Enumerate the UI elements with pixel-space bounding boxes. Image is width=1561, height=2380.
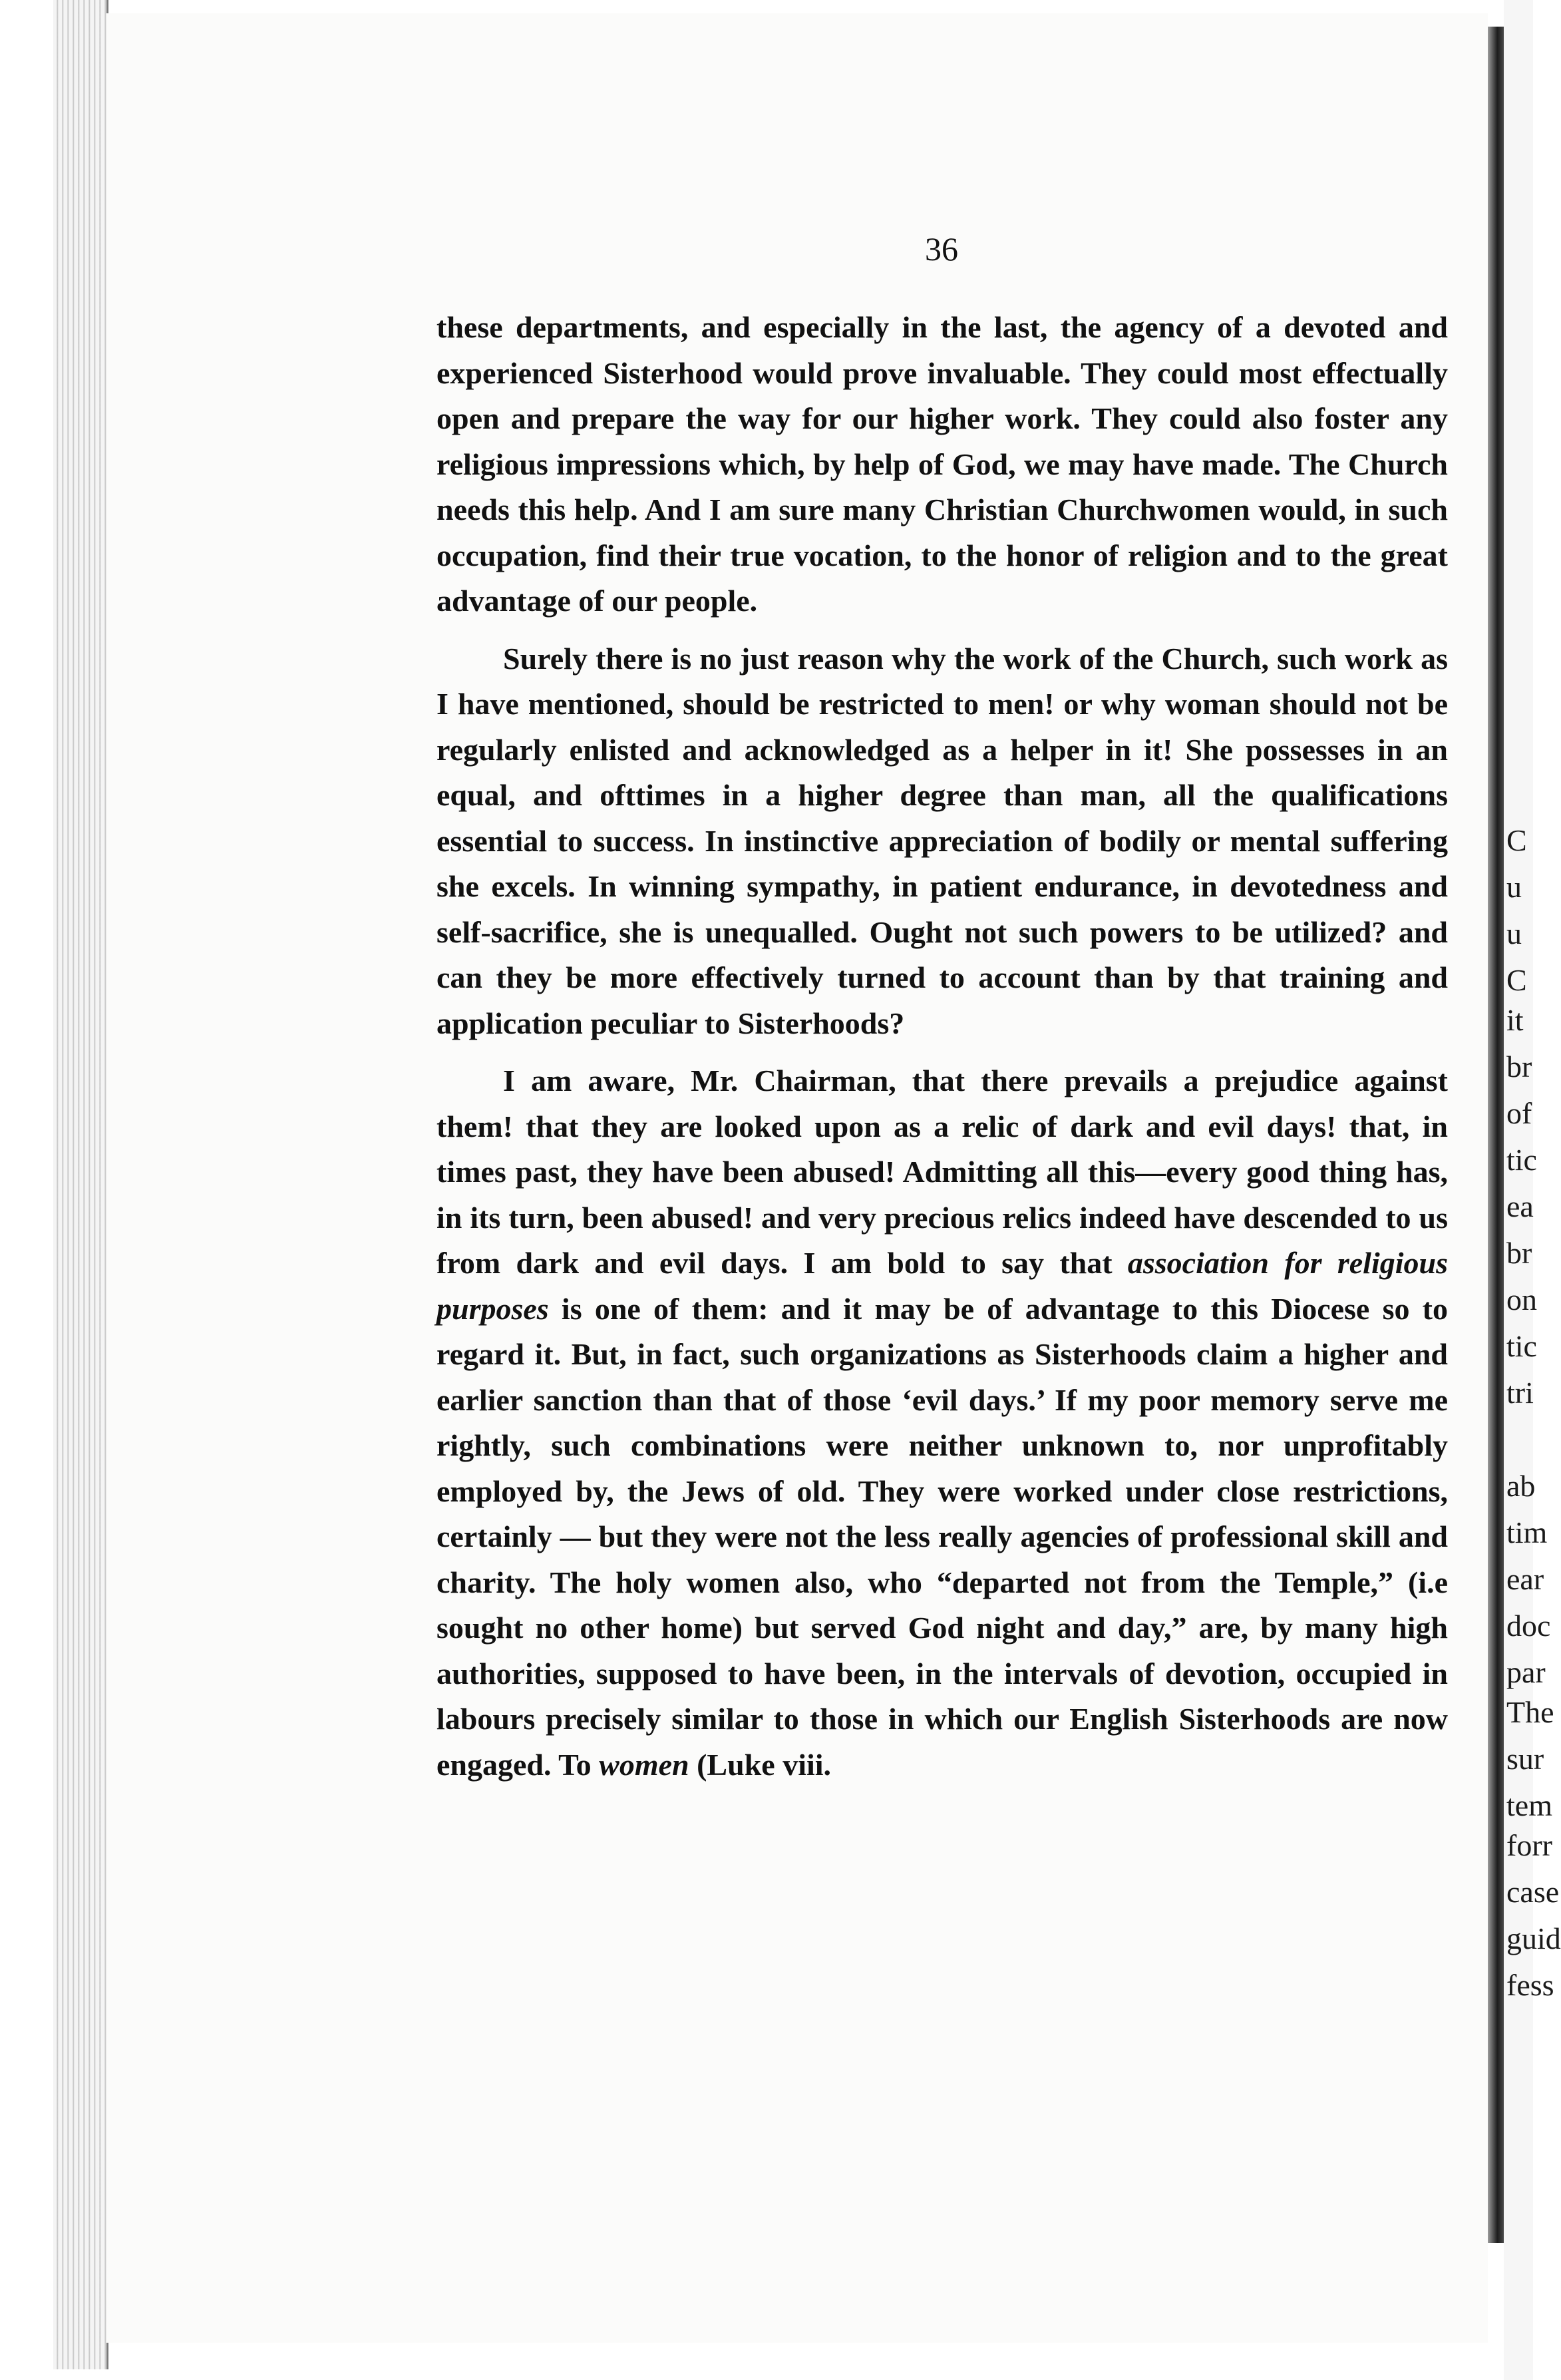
facing-page-fragment: tem: [1506, 1788, 1552, 1822]
facing-page-fragment: tri: [1506, 1376, 1534, 1410]
facing-page-fragment: case: [1506, 1875, 1560, 1909]
facing-page-fragment: tic: [1506, 1143, 1537, 1177]
page-edge-stack: [53, 0, 108, 2369]
facing-page-fragment: of: [1506, 1096, 1532, 1130]
facing-page-fragment: C: [1506, 963, 1527, 997]
text-run: Surely there is no just reason why the work of the Church, such work as I have mentioned, should be restricted to men! or why woman should not be regularly enlisted and acknowledged as a helper in it! She possesses in an equal, and ofttimes in a higher degree than man, all the qualifications essential to success. In instinctive appreciation of bodily or mental suffering she excels. In winning sympathy, in patient endurance, in devotedness and self-sacrifice, she is unequalled. Ought not such powers to be utilized? and can they be more effectively turned to account than by that training and application peculiar to Sisterhoods?: [436, 641, 1448, 1040]
facing-page-fragment: C: [1506, 823, 1527, 857]
page-number: 36: [925, 230, 958, 268]
paragraph: [436, 305, 1448, 624]
paragraph: [436, 636, 1448, 1047]
facing-page-fragment: ear: [1506, 1562, 1544, 1596]
text-run: is one of them: and it may be of advantage to this Diocese so to regard it. But, in fact, such organizations as Sisterhoods claim a higher and earlier sanction than that of those ‘evil days.’ If my poor memory serve me rightly, such combinations were neither unknown to, nor unprofitably employed by, the Jews of old. They were worked under close restrictions, certainly — but they were not the less really agencies of professional skill and charity. The holy women also, who “departed not from the Temple,” (i.e sought no other home) but served God night and day,” are, by many high authorities, supposed to have been, in the intervals of devotion, occupied in labours precisely similar to those in which our English Sisterhoods are now engaged. To: [436, 1291, 1448, 1782]
facing-page-fragment: sur: [1506, 1742, 1544, 1776]
facing-page-fragment: par: [1506, 1655, 1546, 1689]
italic-emphasis: association for religious purposes: [436, 1246, 1448, 1326]
facing-page-fragment: doc: [1506, 1609, 1551, 1643]
facing-page-fragment: guid: [1506, 1921, 1561, 1955]
facing-page-fragment: it: [1506, 1003, 1524, 1037]
facing-page-fragment: br: [1506, 1236, 1532, 1270]
facing-page-fragment: The: [1506, 1695, 1554, 1729]
text-run: these departments, and especially in the last, the agency of a devoted and experienced Sisterhood would prove invaluable. They could most effectually open and prepare the way for our higher work. They could also foster any religious impressions which, by help of God, we may have made. The Church needs this help. And I am sure many Christian Churchwomen would, in such occupation, find their true vocation, to the honor of religion and to the great advantage of our people.: [436, 310, 1448, 618]
italic-emphasis: women: [599, 1747, 689, 1782]
text-run: (Luke viii.: [689, 1747, 832, 1782]
facing-page-fragment: tim: [1506, 1515, 1548, 1549]
facing-page-fragment: u: [1506, 870, 1522, 904]
body-text: [436, 305, 1448, 1800]
facing-page-fragment: ea: [1506, 1189, 1534, 1223]
facing-page-fragment: fess: [1506, 1968, 1554, 2002]
book-gutter: [1488, 27, 1504, 2243]
facing-page-fragment: on: [1506, 1283, 1537, 1316]
facing-page-fragment: br: [1506, 1050, 1532, 1084]
facing-page-fragment: forr: [1506, 1828, 1552, 1862]
facing-page-fragment: ab: [1506, 1469, 1536, 1503]
paragraph: [436, 1058, 1448, 1788]
facing-page-fragment: u: [1506, 916, 1522, 950]
facing-page-edge: [1504, 0, 1561, 2380]
facing-page-fragment: tic: [1506, 1329, 1537, 1363]
left-margin: [0, 0, 53, 2380]
text-run: I am aware, Mr. Chairman, that there prevails a prejudice against them! that they are looked upon as a relic of dark and evil days! that, in times past, they have been abused! Admitting all this—every good thing has, in its turn, been abused! and very precious relics indeed have descended to us from dark and evil days. I am bold to say that: [436, 1064, 1448, 1280]
